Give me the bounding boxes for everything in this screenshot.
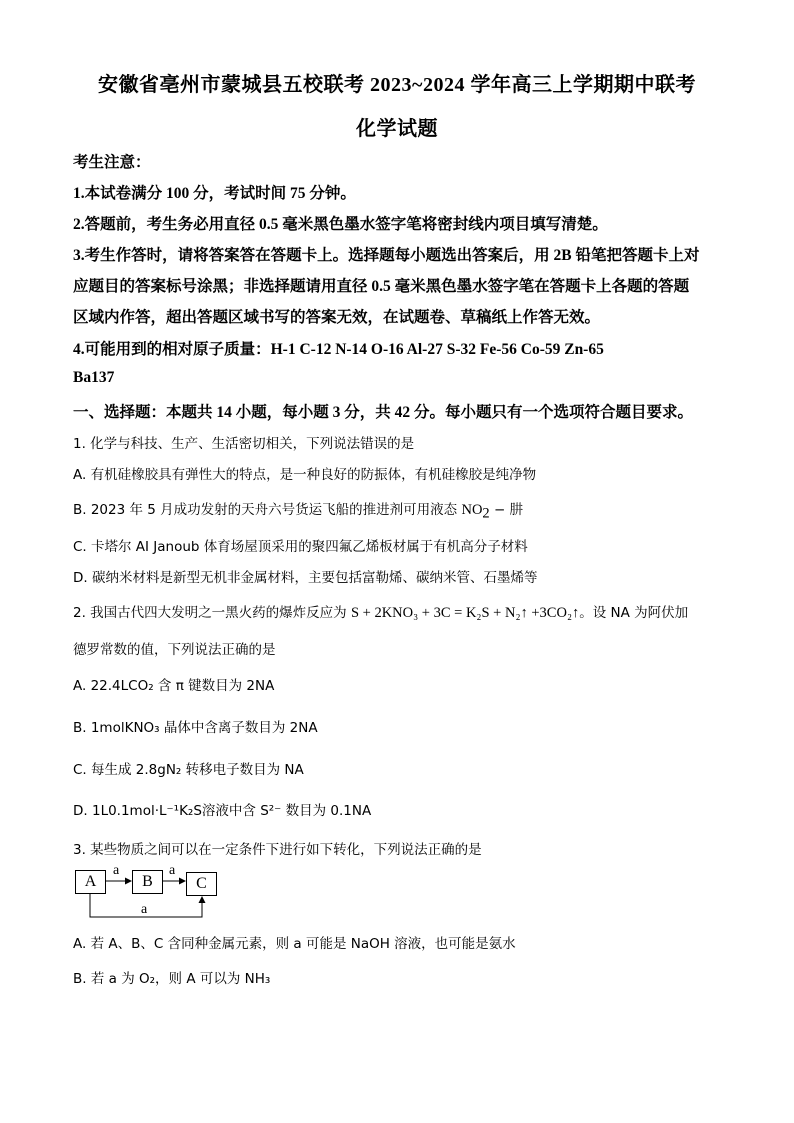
question-2-stem-line-1 bbox=[73, 601, 688, 622]
exam-subject-title: 化学试题 bbox=[356, 118, 438, 140]
notice-item-3-line-3: 区域内作答，超出答题区域书写的答案无效，在试题卷、草稿纸上作答无效。 bbox=[73, 309, 601, 326]
notice-item-3-line-1: 3.考生作答时，请将答案答在答题卡上。选择题每小题选出答案后，用 2B 铅笔把答题卡上对 bbox=[73, 247, 700, 264]
node-a: A bbox=[75, 870, 106, 894]
question-2-option-b: B. 1molKNO₃ 晶体中含离子数目为 2NA bbox=[73, 720, 318, 736]
option-b-text: B. 2023 年 5 月成功发射的天舟六号货运飞船的推进剂可用液态 bbox=[73, 502, 462, 518]
notice-heading: 考生注意： bbox=[73, 154, 151, 171]
question-2-stem-line-2: 德罗常数的值，下列说法正确的是 bbox=[73, 642, 276, 658]
edge-label-bc: a bbox=[169, 863, 176, 878]
question-2-option-d: D. 1L0.1mol·L⁻¹K₂S溶液中含 S²⁻ 数目为 0.1NA bbox=[73, 803, 372, 819]
edge-label-ac: a bbox=[141, 902, 148, 917]
node-c: C bbox=[186, 872, 217, 896]
notice-item-4-line-2: Ba137 bbox=[73, 369, 115, 386]
edge-label-ab: a bbox=[113, 863, 120, 878]
node-b: B bbox=[132, 870, 163, 894]
question-1-option-c: C. 卡塔尔 AI Janoub 体育场屋顶采用的聚四氟乙烯板材属于有机高分子材料 bbox=[73, 539, 528, 555]
question-1-option-d: D. 碳纳米材料是新型无机非金属材料，主要包括富勒烯、碳纳米管、石墨烯等 bbox=[73, 570, 538, 586]
notice-item-2: 2.答题前，考生务必用直径 0.5 毫米黑色墨水签字笔将密封线内项目填写清楚。 bbox=[73, 216, 608, 233]
question-2-option-a: A. 22.4LCO₂ 含 π 键数目为 2NA bbox=[73, 678, 275, 694]
notice-item-3-line-2: 应题目的答案标号涂黑；非选择题请用直径 0.5 毫米黑色墨水签字笔在答题卡上各题的答题 bbox=[73, 278, 690, 295]
option-b-formula: NO bbox=[461, 502, 483, 518]
question-1-option-a: A. 有机硅橡胶具有弹性大的特点，是一种良好的防振体，有机硅橡胶是纯净物 bbox=[73, 467, 537, 483]
question-2-stem-tail: 。设 NA 为阿伏加 bbox=[579, 605, 689, 621]
section-heading: 一、选择题：本题共 14 小题，每小题 3 分，共 42 分。每小题只有一个选项符合题目要求。 bbox=[73, 404, 694, 421]
option-b-text-end: − 肼 bbox=[489, 502, 524, 518]
option-b-subscript: 2 bbox=[482, 505, 490, 522]
question-2-option-c: C. 每生成 2.8gN₂ 转移电子数目为 NA bbox=[73, 762, 304, 778]
question-2-stem-text: 2. 我国古代四大发明之一黑火药的爆炸反应为 bbox=[73, 605, 351, 621]
question-3-stem: 3. 某些物质之间可以在一定条件下进行如下转化，下列说法正确的是 bbox=[73, 842, 482, 858]
question-1-stem: 1. 化学与科技、生产、生活密切相关，下列说法错误的是 bbox=[73, 436, 415, 452]
question-3-option-a: A. 若 A、B、C 含同种金属元素，则 a 可能是 NaOH 溶液，也可能是氨水 bbox=[73, 936, 516, 952]
question-3-option-b: B. 若 a 为 O₂，则 A 可以为 NH₃ bbox=[73, 971, 271, 987]
question-2-equation: S + 2KNO₃ + 3C = K₂S + N₂↑ +3CO₂↑ bbox=[350, 605, 580, 621]
notice-item-1: 1.本试卷满分 100 分，考试时间 75 分钟。 bbox=[73, 185, 356, 202]
question-1-option-b bbox=[73, 498, 523, 523]
conversion-diagram bbox=[73, 863, 223, 921]
notice-item-4-line-1: 4.可能用到的相对原子质量：H-1 C-12 N-14 O-16 Al-27 S-32 Fe-56 Co-59 Zn-65 bbox=[73, 341, 604, 358]
exam-title: 安徽省亳州市蒙城县五校联考 2023~2024 学年高三上学期期中联考 bbox=[98, 74, 696, 96]
